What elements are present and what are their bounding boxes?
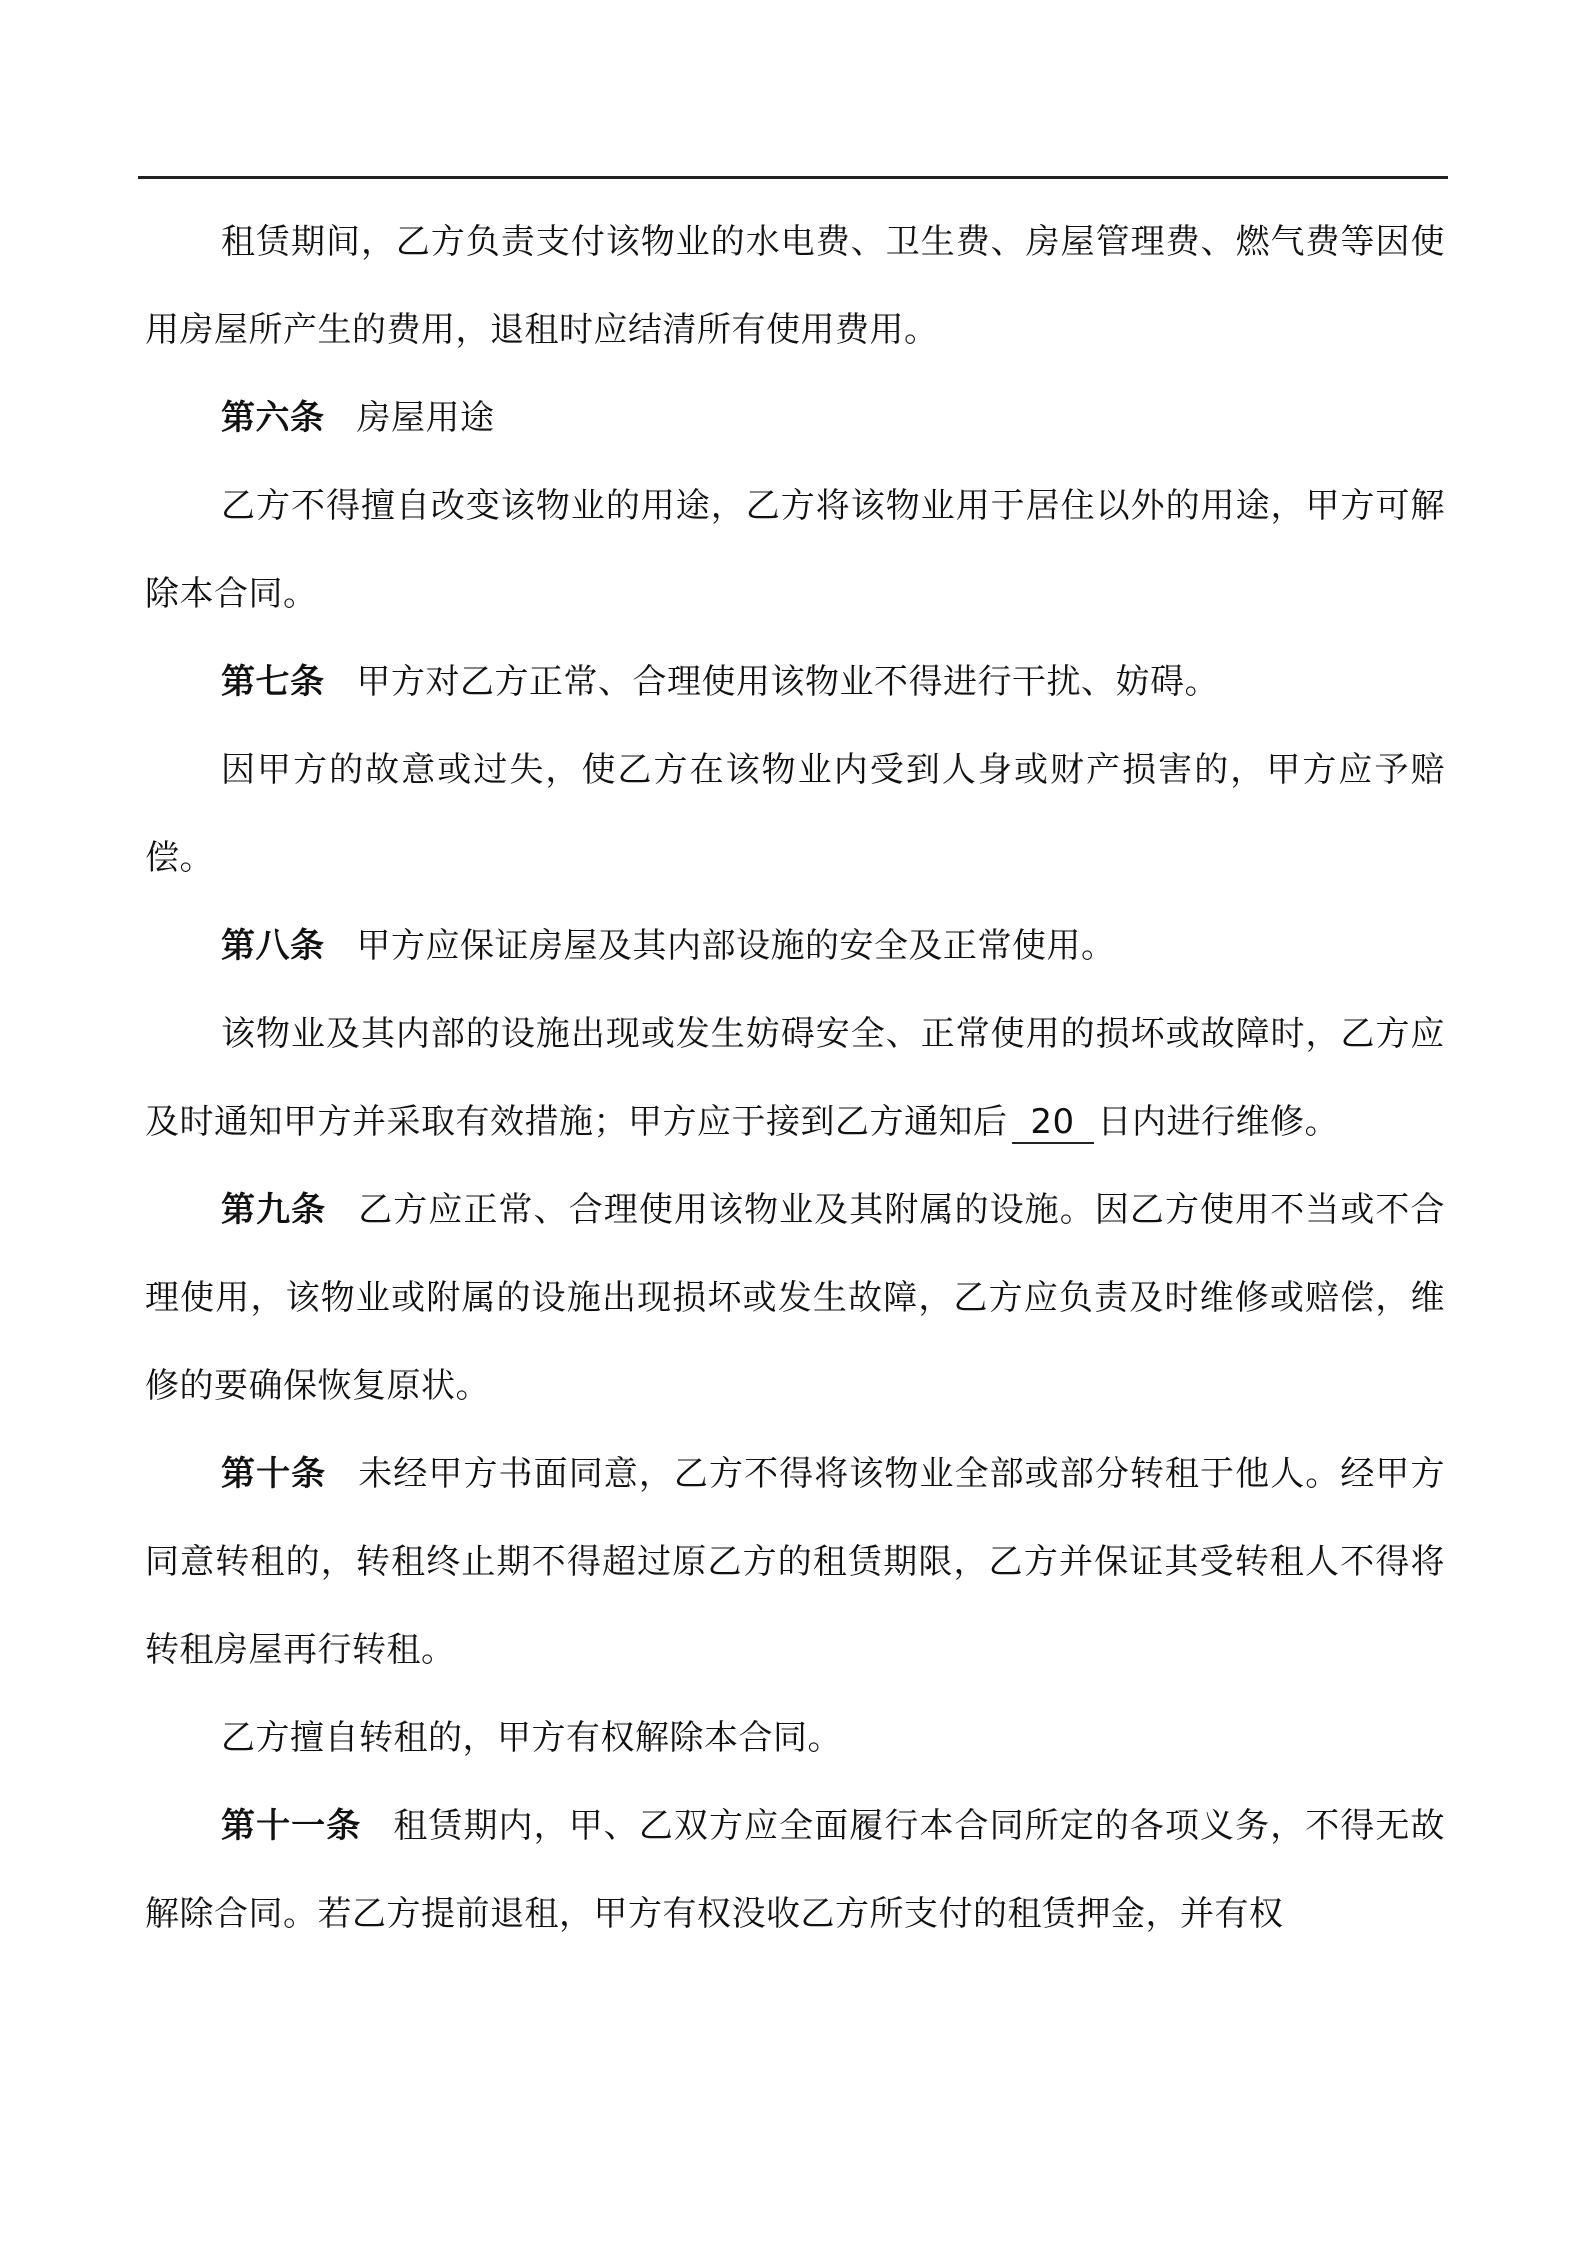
article-10 bbox=[145, 1430, 1445, 1694]
article-text: 租赁期内，甲、乙双方应全面履行本合同所定的各项义务，不得无故解除合同。若乙方提前退租，甲方有权没收乙方所支付的租赁押金，并有权 bbox=[145, 1806, 1446, 1934]
paragraph-text-before: 该物业及其内部的设施出现或发生妨碍安全、正常使用的损坏或故障时，乙方应及时通知甲方并采取有效措施；甲方应于接到乙方通知后 bbox=[145, 1014, 1445, 1142]
paragraph-text: 因甲方的故意或过失，使乙方在该物业内受到人身或财产损害的，甲方应予赔偿。 bbox=[145, 750, 1445, 878]
article-label: 第十条 bbox=[221, 1454, 327, 1494]
article-text: 房屋用途 bbox=[356, 398, 495, 438]
article-text: 甲方应保证房屋及其内部设施的安全及正常使用。 bbox=[356, 926, 1116, 966]
article-label: 第六条 bbox=[221, 398, 325, 438]
article-label: 第七条 bbox=[221, 662, 325, 702]
repair-days-blank: 20 bbox=[1012, 1102, 1094, 1144]
paragraph-usage bbox=[145, 462, 1445, 638]
paragraph-text: 乙方不得擅自改变该物业的用途，乙方将该物业用于居住以外的用途，甲方可解除本合同。 bbox=[145, 486, 1445, 614]
paragraph-text-after: 日内进行维修。 bbox=[1097, 1102, 1339, 1142]
article-8 bbox=[145, 902, 1445, 990]
article-text: 未经甲方书面同意，乙方不得将该物业全部或部分转租于他人。经甲方同意转租的，转租终止期不得超过原乙方的租赁期限，乙方并保证其受转租人不得将转租房屋再行转租。 bbox=[145, 1454, 1446, 1670]
article-text: 乙方应正常、合理使用该物业及其附属的设施。因乙方使用不当或不合理使用，该物业或附属的设施出现损坏或发生故障，乙方应负责及时维修或赔偿，维修的要确保恢复原状。 bbox=[145, 1190, 1446, 1406]
article-text: 甲方对乙方正常、合理使用该物业不得进行干扰、妨碍。 bbox=[356, 662, 1219, 702]
article-label: 第九条 bbox=[221, 1190, 327, 1230]
paragraph-compensation bbox=[145, 726, 1445, 902]
header-rule bbox=[138, 176, 1448, 179]
paragraph-sublet bbox=[145, 1694, 1445, 1782]
paragraph-repair bbox=[145, 990, 1445, 1166]
paragraph-text: 租赁期间，乙方负责支付该物业的水电费、卫生费、房屋管理费、燃气费等因使用房屋所产生的费用，退租时应结清所有使用费用。 bbox=[145, 222, 1445, 350]
article-label: 第八条 bbox=[221, 926, 325, 966]
article-6-heading bbox=[145, 374, 1445, 462]
article-11 bbox=[145, 1782, 1445, 1958]
document-body bbox=[145, 198, 1445, 1958]
paragraph-text: 乙方擅自转租的，甲方有权解除本合同。 bbox=[221, 1718, 842, 1758]
article-7 bbox=[145, 638, 1445, 726]
article-9 bbox=[145, 1166, 1445, 1430]
paragraph-utility-fees bbox=[145, 198, 1445, 374]
article-label: 第十一条 bbox=[221, 1806, 362, 1846]
